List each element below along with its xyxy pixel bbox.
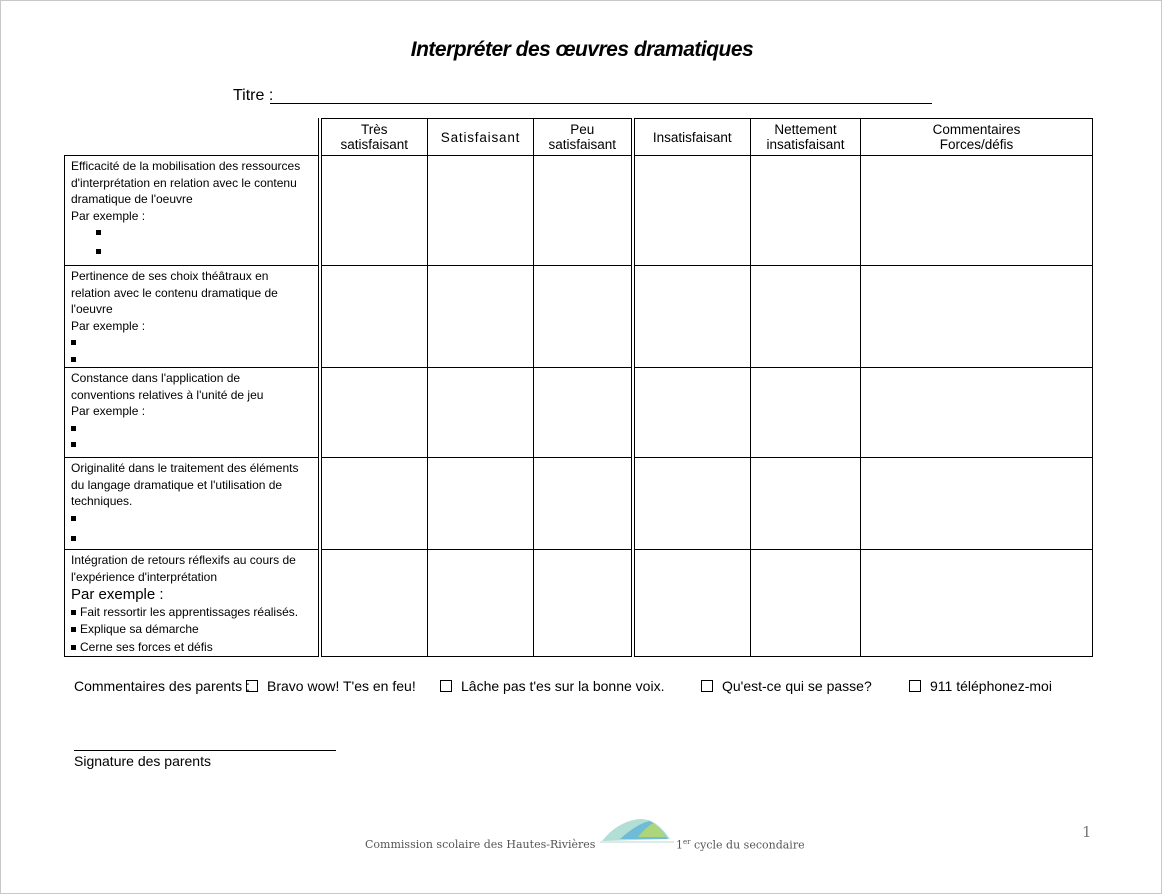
- header-tres-satisfaisant: Très satisfaisant: [320, 119, 428, 156]
- bullet-empty: [71, 243, 314, 260]
- criterion-1: Efficacité de la mobilisation des ressources d'interprétation en relation avec le contenu dramatique de l'oeuvre Par exemple :: [65, 156, 320, 266]
- rating-cell[interactable]: [320, 266, 428, 368]
- rating-cell[interactable]: [751, 266, 861, 368]
- rating-cell[interactable]: [534, 550, 633, 657]
- header-peu-satisfaisant: Peu satisfaisant: [534, 119, 633, 156]
- rating-cell[interactable]: [428, 368, 534, 458]
- rating-cell[interactable]: [534, 266, 633, 368]
- criterion-5: Intégration de retours réflexifs au cours de l'expérience d'interprétation Par exemple : Fait ressortir les apprentissages réalisés. Explique sa démarche Cerne ses forces et défis: [65, 550, 320, 657]
- footer-organization: Commission scolaire des Hautes-Rivières: [365, 838, 596, 851]
- option-qu-est-ce[interactable]: Qu'est-ce qui se passe?: [701, 678, 872, 694]
- rating-cell[interactable]: [320, 368, 428, 458]
- signature-label: Signature des parents: [74, 753, 211, 769]
- commission-logo: [598, 815, 676, 845]
- table-row: [65, 156, 1093, 266]
- criterion-4: Originalité dans le traitement des éléments du langage dramatique et l'utilisation de techniques.: [65, 458, 320, 550]
- bullet-empty: [71, 351, 314, 368]
- table-row: [65, 550, 1093, 657]
- bullet-empty: [71, 224, 314, 241]
- comment-cell[interactable]: [861, 550, 1093, 657]
- signature-line[interactable]: [74, 750, 336, 751]
- rating-cell[interactable]: [428, 156, 534, 266]
- titre-label: Titre :: [233, 87, 274, 104]
- rating-cell[interactable]: [751, 156, 861, 266]
- checkbox[interactable]: [909, 680, 921, 692]
- rating-cell[interactable]: [751, 458, 861, 550]
- comment-cell[interactable]: [861, 368, 1093, 458]
- rating-cell[interactable]: [633, 156, 751, 266]
- header-row: [65, 119, 1093, 156]
- criterion-3: Constance dans l'application de conventions relatives à l'unité de jeu Par exemple :: [65, 368, 320, 458]
- bullet-empty: [71, 334, 314, 351]
- checkbox[interactable]: [440, 680, 452, 692]
- rating-cell[interactable]: [534, 368, 633, 458]
- rating-cell[interactable]: [428, 458, 534, 550]
- document-title: Interpréter des œuvres dramatiques: [410, 38, 754, 61]
- bullet-empty: [71, 510, 314, 527]
- rating-cell[interactable]: [534, 156, 633, 266]
- rating-cell[interactable]: [633, 458, 751, 550]
- bullet-empty: [71, 530, 314, 547]
- titre-field-line[interactable]: [270, 103, 932, 104]
- rating-cell[interactable]: [320, 458, 428, 550]
- footer-cycle: 1er cycle du secondaire: [676, 838, 805, 852]
- rating-cell[interactable]: [428, 266, 534, 368]
- checkbox[interactable]: [701, 680, 713, 692]
- table-row: [65, 458, 1093, 550]
- table-row: [65, 368, 1093, 458]
- bullet-empty: [71, 420, 314, 437]
- table-row: [65, 266, 1093, 368]
- rating-cell[interactable]: [320, 156, 428, 266]
- comment-cell[interactable]: [861, 156, 1093, 266]
- header-commentaires: Commentaires Forces/défis: [861, 119, 1093, 156]
- rating-cell[interactable]: [428, 550, 534, 657]
- rating-cell[interactable]: [633, 266, 751, 368]
- evaluation-grid: [64, 118, 1093, 657]
- header-insatisfaisant: Insatisfaisant: [633, 119, 751, 156]
- criterion-2: Pertinence de ses choix théâtraux en relation avec le contenu dramatique de l'oeuvre Par exemple :: [65, 266, 320, 368]
- checkbox[interactable]: [246, 680, 258, 692]
- rating-cell[interactable]: [633, 368, 751, 458]
- comment-cell[interactable]: [861, 266, 1093, 368]
- page-number: 1: [1082, 823, 1092, 841]
- option-lache-pas[interactable]: Lâche pas t'es sur la bonne voix.: [440, 678, 664, 694]
- rating-cell[interactable]: [534, 458, 633, 550]
- rating-cell[interactable]: [751, 368, 861, 458]
- option-911[interactable]: 911 téléphonez-moi: [909, 678, 1052, 694]
- comment-cell[interactable]: [861, 458, 1093, 550]
- rating-cell[interactable]: [633, 550, 751, 657]
- rating-cell[interactable]: [320, 550, 428, 657]
- parents-comments-label: Commentaires des parents :: [74, 678, 250, 694]
- header-blank: [65, 119, 320, 156]
- bullet-empty: [71, 436, 314, 453]
- header-nettement-insatisfaisant: Nettement insatisfaisant: [751, 119, 861, 156]
- option-bravo[interactable]: Bravo wow! T'es en feu!: [246, 678, 416, 694]
- header-satisfaisant: Satisfaisant: [428, 119, 534, 156]
- rating-cell[interactable]: [751, 550, 861, 657]
